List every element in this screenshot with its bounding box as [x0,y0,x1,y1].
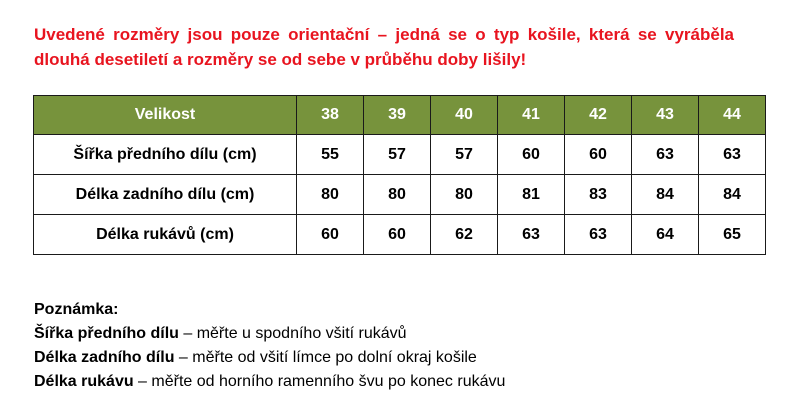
table-cell: 63 [632,135,699,175]
header-size-39: 39 [364,96,431,135]
table-cell: 60 [364,215,431,255]
table-cell: 57 [431,135,498,175]
table-cell: 60 [565,135,632,175]
table-cell: 81 [498,175,565,215]
table-cell: 80 [297,175,364,215]
table-cell: 80 [431,175,498,215]
note-line [34,370,505,394]
notes-title: Poznámka: [34,301,119,318]
disclaimer-text: Uvedené rozměry jsou pouze orientační – jedná se o typ košile, která se vyráběla dlouhá desetiletí a rozměry se od sebe v průběhu doby lišily! [34,25,734,69]
table-cell: 80 [364,175,431,215]
header-size-42: 42 [565,96,632,135]
header-size-label: Velikost [34,96,297,135]
note-line [34,346,505,370]
table-cell: 55 [297,135,364,175]
table-cell: 57 [364,135,431,175]
note-description: – měřte u spodního všití rukávů [178,325,407,342]
table-cell: 83 [565,175,632,215]
table-cell: 65 [699,215,766,255]
note-term: Délka rukávu [34,373,134,390]
header-size-41: 41 [498,96,565,135]
row-label: Délka zadního dílu (cm) [34,175,297,215]
table-header-row [34,96,766,135]
table-cell: 62 [431,215,498,255]
notes-section [34,298,505,394]
table-cell: 63 [498,215,565,255]
table-cell: 84 [632,175,699,215]
table-cell: 63 [565,215,632,255]
header-size-44: 44 [699,96,766,135]
note-description: – měřte od všití límce po dolní okraj košile [174,349,477,366]
table-cell: 84 [699,175,766,215]
table-row [34,175,766,215]
note-description: – měřte od horního ramenního švu po konec rukávu [133,373,506,390]
table-cell: 63 [699,135,766,175]
table-cell: 60 [297,215,364,255]
row-label: Délka rukávů (cm) [34,215,297,255]
table-row [34,135,766,175]
note-term: Délka zadního dílu [34,349,175,366]
table-cell: 64 [632,215,699,255]
table-row [34,215,766,255]
row-label: Šířka předního dílu (cm) [34,135,297,175]
header-size-38: 38 [297,96,364,135]
table-cell: 60 [498,135,565,175]
note-term: Šířka předního dílu [34,325,179,342]
size-chart-table [33,95,766,255]
note-line [34,322,505,346]
header-size-40: 40 [431,96,498,135]
header-size-43: 43 [632,96,699,135]
